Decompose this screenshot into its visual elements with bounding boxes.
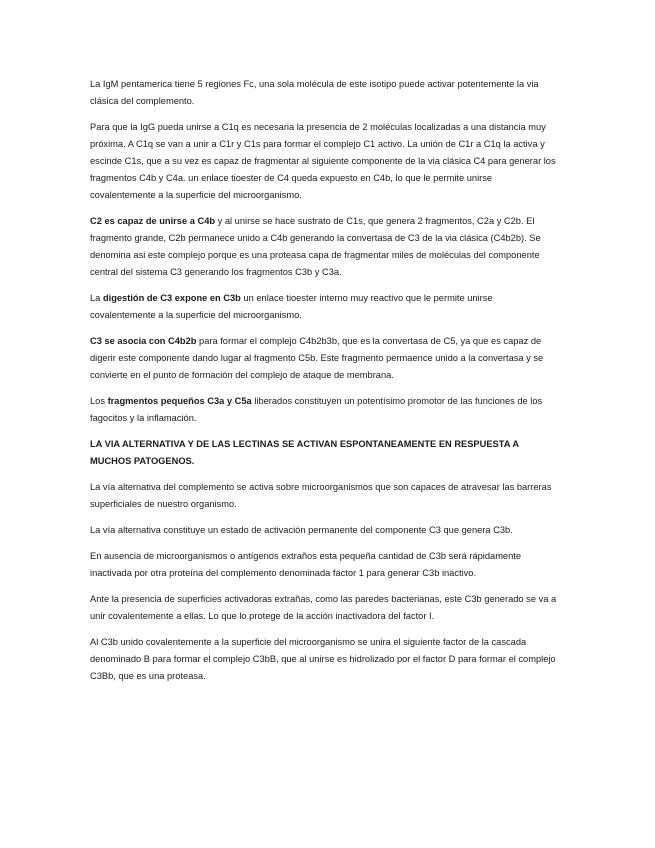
bold-text: digestión de C3 expone en C3b bbox=[102, 293, 241, 303]
paragraph bbox=[90, 634, 560, 685]
text-run: y al unirse se hace sustrato de C1s, que genera 2 fragmentos, C2a y C2b. El fragmento grande, C2b permanece unido a C4b generando la convertasa de C3 de la via clásica (C4b2b). Se denomina asi este complejo porque es una proteasa capa de fragmentar miles de moléculas del componente central del sistema C3 generando los fragmentos C3b y C3a. bbox=[90, 216, 541, 277]
section-heading bbox=[90, 436, 560, 470]
text-run: La vía alternativa constituye un estado de activación permanente del componente C3 que genera C3b. bbox=[90, 525, 513, 535]
text-run: un enlace tioester interno muy reactivo que le permite unirse covalentemente a la superficie del microorganismo. bbox=[90, 293, 493, 320]
text-run: Para que la IgG pueda unirse a C1q es necesaria la presencia de 2 moléculas localizadas a una distancia muy próxima. A C1q se van a unir a C1r y C1s para formar el complejo C1 activo. La unión de C1r a C1q la activa y escinde C1s, que a su vez es capaz de fragmentar al siguiente componente de la via clásica C4 para generar los fragmentos C4b y C4a. un enlace tioester de C4 queda expuesto en C4b, lo que le permite unirse covalentemente a la superficie del microorganismo. bbox=[90, 122, 556, 200]
text-run: La bbox=[90, 293, 103, 303]
bold-text: LA VIA ALTERNATIVA Y DE LAS LECTINAS SE ACTIVAN ESPONTANEAMENTE EN RESPUESTA A MUCHOS PATOGENOS bbox=[90, 439, 519, 466]
text-run: En ausencia de microorganismos o antígenos extraños esta pequeña cantidad de C3b será rápidamente inactivada por otra proteína del complemento denominada factor 1 para generar C3b inactivo. bbox=[90, 551, 522, 578]
text-run: Al C3b unido covalentemente a la superficie del microorganismo se unira el siguiente factor de la cascada denominado B para formar el complejo C3bB, que al unirse es hidrolizado por el factor D para formar el complejo C3Bb, que es una proteasa. bbox=[90, 637, 556, 681]
paragraph bbox=[90, 213, 560, 281]
paragraph bbox=[90, 76, 560, 110]
bold-text: C3 se asocia con C4b2b bbox=[90, 336, 197, 346]
paragraph bbox=[90, 290, 560, 324]
text-run: liberados constituyen un potentísimo promotor de las funciones de los fagocitos y la inflamación. bbox=[90, 396, 543, 423]
paragraph bbox=[90, 548, 560, 582]
paragraph bbox=[90, 393, 560, 427]
text-run: Ante la presencia de superficies activadoras extrañas, como las paredes bacterianas, este C3b generado se va a unir covalentemente a ellas. Lo que lo protege de la acción inactivadora del factor I. bbox=[90, 594, 557, 621]
text-run: . bbox=[191, 456, 195, 466]
text-run: Los bbox=[90, 396, 108, 406]
paragraph bbox=[90, 591, 560, 625]
paragraph bbox=[90, 333, 560, 384]
paragraph bbox=[90, 119, 560, 204]
bold-text: C2 es capaz de unirse a C4b bbox=[90, 216, 216, 226]
text-run: para formar el complejo C4b2b3b, que es la convertasa de C5, ya que es capaz de digerir este componente dando lugar al fragmento C5b. Este fragmento permaence unido a la convertasa y se convierte en el punto de formación del complejo de ataque de membrana. bbox=[90, 336, 544, 380]
paragraph bbox=[90, 479, 560, 513]
document-page bbox=[90, 76, 560, 694]
paragraph bbox=[90, 522, 560, 539]
text-run: La IgM pentamerica tiene 5 regiones Fc, una sola molécula de este isotipo puede activar potentemente la via clásica del complemento. bbox=[90, 79, 539, 106]
bold-text: fragmentos pequeños C3a y C5a bbox=[107, 396, 252, 406]
text-run: La vía alternativa del complemento se activa sobre microorganismos que son capaces de atravesar las barreras superficiales de nuestro organismo. bbox=[90, 482, 552, 509]
